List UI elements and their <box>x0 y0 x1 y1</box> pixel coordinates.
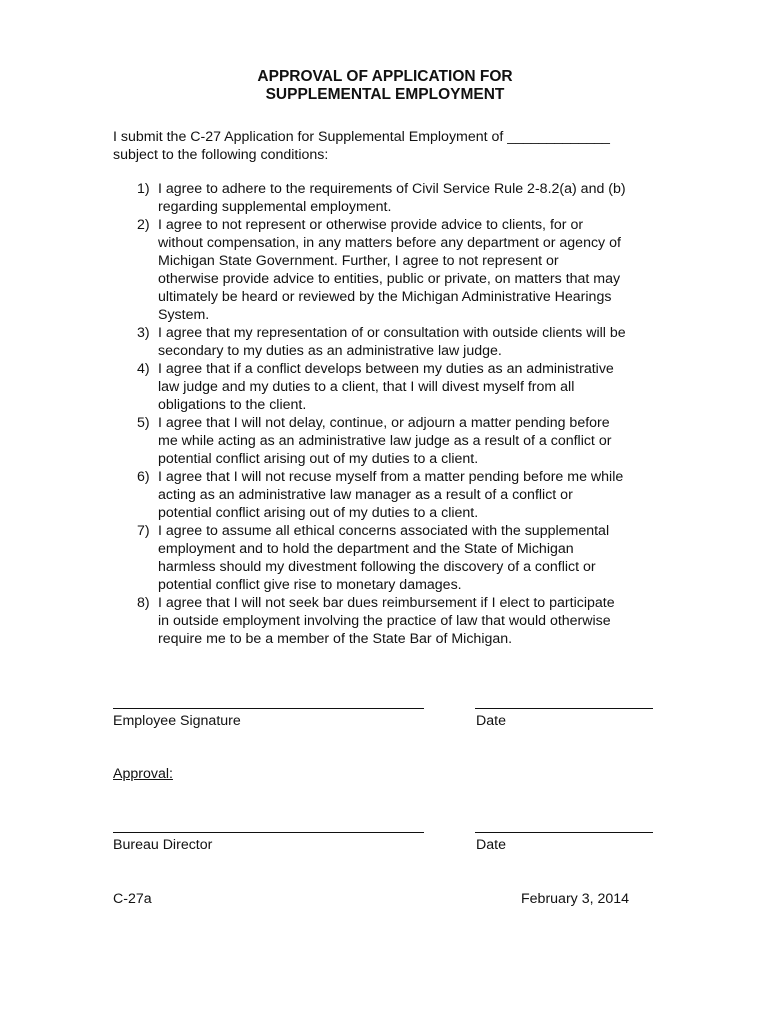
condition-text-line: I agree that I will not seek bar dues reimbursement if I elect to participate <box>158 595 615 611</box>
intro-line-2: subject to the following conditions: <box>113 147 329 163</box>
condition-text-line: potential conflict give rise to monetary damages. <box>158 577 462 593</box>
condition-text-line: employment and to hold the department and the State of Michigan <box>158 541 574 557</box>
condition-number-cell <box>113 468 158 486</box>
condition-text <box>158 324 658 360</box>
condition-number-cell <box>113 324 158 342</box>
conditions-list <box>113 180 673 648</box>
director-date-line <box>475 832 653 833</box>
employee-date-label: Date <box>476 713 506 729</box>
condition-text-line: in outside employment involving the practice of law that would otherwise <box>158 613 611 629</box>
title-line-1: APPROVAL OF APPLICATION FOR <box>257 68 513 85</box>
director-signature-label: Bureau Director <box>113 837 213 853</box>
approval-heading: Approval: <box>113 766 173 782</box>
condition-text-line: otherwise provide advice to entities, public or private, on matters that may <box>158 271 621 287</box>
condition-number: 5) <box>137 415 150 431</box>
title-line-2: SUPPLEMENTAL EMPLOYMENT <box>265 86 505 103</box>
condition-text-line: harmless should my divestment following the discovery of a conflict or <box>158 559 596 575</box>
form-code: C-27a <box>113 891 152 907</box>
condition-item <box>113 324 673 360</box>
employee-signature-line <box>113 708 424 709</box>
condition-number: 1) <box>137 181 150 197</box>
condition-text-line: Michigan State Government. Further, I agree to not represent or <box>158 253 559 269</box>
intro-line-1: I submit the C-27 Application for Supplemental Employment of _____________ <box>113 129 610 145</box>
intro-paragraph <box>113 128 673 164</box>
condition-text-line: I agree that if a conflict develops between my duties as an administrative <box>158 361 614 377</box>
revision-date: February 3, 2014 <box>521 891 630 907</box>
condition-text-line: potential conflict arising out of my duties to a client. <box>158 505 479 521</box>
condition-number: 7) <box>137 523 150 539</box>
condition-text-line: secondary to my duties as an administrative law judge. <box>158 343 502 359</box>
condition-text-line: obligations to the client. <box>158 397 307 413</box>
condition-item <box>113 468 673 522</box>
condition-text-line: I agree that I will not recuse myself from a matter pending before me while <box>158 469 624 485</box>
condition-text-line: law judge and my duties to a client, that I will divest myself from all <box>158 379 575 395</box>
condition-text-line: I agree to assume all ethical concerns associated with the supplemental <box>158 523 610 539</box>
condition-number: 2) <box>137 217 150 233</box>
condition-text <box>158 180 658 216</box>
condition-text-line: System. <box>158 307 210 323</box>
condition-number: 6) <box>137 469 150 485</box>
condition-item <box>113 594 673 648</box>
condition-text <box>158 414 658 468</box>
condition-text-line: I agree to adhere to the requirements of Civil Service Rule 2-8.2(a) and (b) <box>158 181 626 197</box>
condition-text <box>158 360 658 414</box>
condition-number: 4) <box>137 361 150 377</box>
condition-text-line: me while acting as an administrative law judge as a result of a conflict or <box>158 433 612 449</box>
condition-text-line: regarding supplemental employment. <box>158 199 392 215</box>
condition-number-cell <box>113 414 158 432</box>
condition-text-line: I agree that I will not delay, continue, or adjourn a matter pending before <box>158 415 610 431</box>
condition-number-cell <box>113 216 158 234</box>
condition-text <box>158 216 658 324</box>
condition-text-line: I agree that my representation of or consultation with outside clients will be <box>158 325 626 341</box>
condition-number-cell <box>113 522 158 540</box>
document-title <box>0 68 770 104</box>
condition-number-cell <box>113 180 158 198</box>
condition-item <box>113 216 673 324</box>
condition-text-line: ultimately be heard or reviewed by the Michigan Administrative Hearings <box>158 289 612 305</box>
condition-item <box>113 414 673 468</box>
condition-text-line: I agree to not represent or otherwise provide advice to clients, for or <box>158 217 584 233</box>
condition-text-line: potential conflict arising out of my duties to a client. <box>158 451 479 467</box>
condition-text-line: without compensation, in any matters before any department or agency of <box>158 235 621 251</box>
condition-item <box>113 522 673 594</box>
condition-number-cell <box>113 360 158 378</box>
employee-date-line <box>475 708 653 709</box>
condition-item <box>113 180 673 216</box>
condition-number-cell <box>113 594 158 612</box>
director-date-label: Date <box>476 837 506 853</box>
condition-text-line: acting as an administrative law manager as a result of a conflict or <box>158 487 573 503</box>
condition-number: 3) <box>137 325 150 341</box>
condition-text <box>158 468 658 522</box>
condition-text <box>158 522 658 594</box>
condition-number: 8) <box>137 595 150 611</box>
condition-item <box>113 360 673 414</box>
condition-text-line: require me to be a member of the State Bar of Michigan. <box>158 631 513 647</box>
employee-signature-label: Employee Signature <box>113 713 241 729</box>
condition-text <box>158 594 658 648</box>
director-signature-line <box>113 832 424 833</box>
